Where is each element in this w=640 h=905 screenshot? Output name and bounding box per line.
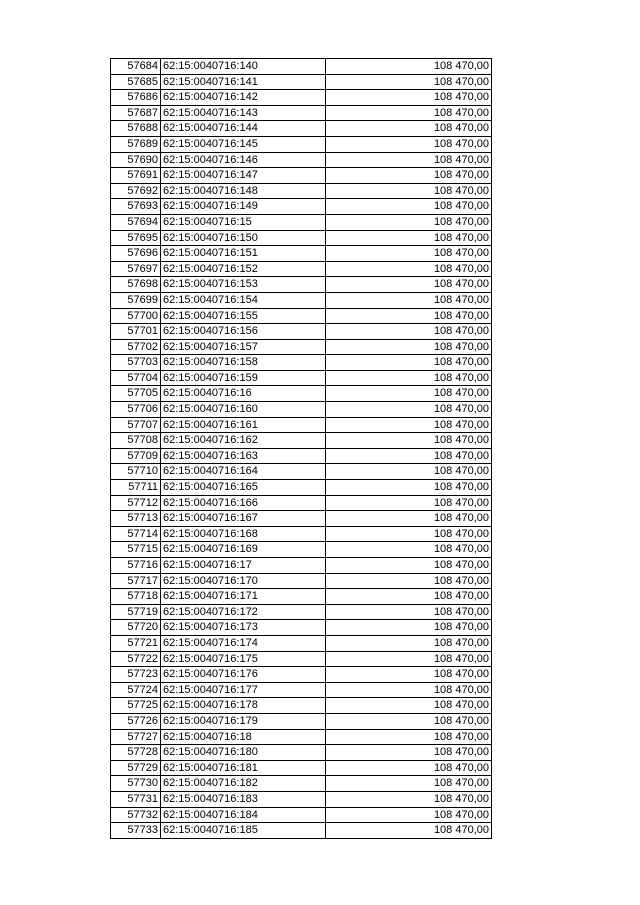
table-row <box>111 136 492 152</box>
cadastral-number-cell: 62:15:0040716:143 <box>161 105 326 121</box>
value-cell: 108 470,00 <box>326 417 492 433</box>
row-number-cell: 57715 <box>111 542 161 558</box>
value-cell: 108 470,00 <box>326 152 492 168</box>
value-cell: 108 470,00 <box>326 511 492 527</box>
row-number-cell: 57711 <box>111 480 161 496</box>
row-number-cell: 57727 <box>111 729 161 745</box>
value-cell: 108 470,00 <box>326 698 492 714</box>
value-cell: 108 470,00 <box>326 745 492 761</box>
value-cell: 108 470,00 <box>326 90 492 106</box>
table-row <box>111 760 492 776</box>
value-cell: 108 470,00 <box>326 230 492 246</box>
value-cell: 108 470,00 <box>326 667 492 683</box>
cadastral-number-cell: 62:15:0040716:180 <box>161 745 326 761</box>
value-cell: 108 470,00 <box>326 589 492 605</box>
value-cell: 108 470,00 <box>326 386 492 402</box>
table-row <box>111 246 492 262</box>
table-row <box>111 90 492 106</box>
row-number-cell: 57721 <box>111 635 161 651</box>
table-row <box>111 324 492 340</box>
cadastral-number-cell: 62:15:0040716:160 <box>161 402 326 418</box>
row-number-cell: 57700 <box>111 308 161 324</box>
table-row <box>111 651 492 667</box>
cadastral-number-cell: 62:15:0040716:149 <box>161 199 326 215</box>
table-row <box>111 589 492 605</box>
cadastral-number-cell: 62:15:0040716:140 <box>161 59 326 75</box>
value-cell: 108 470,00 <box>326 59 492 75</box>
row-number-cell: 57704 <box>111 370 161 386</box>
row-number-cell: 57716 <box>111 558 161 574</box>
table-row <box>111 776 492 792</box>
table-row <box>111 402 492 418</box>
row-number-cell: 57686 <box>111 90 161 106</box>
table-row <box>111 807 492 823</box>
row-number-cell: 57724 <box>111 682 161 698</box>
table-row <box>111 105 492 121</box>
row-number-cell: 57685 <box>111 74 161 90</box>
row-number-cell: 57722 <box>111 651 161 667</box>
value-cell: 108 470,00 <box>326 168 492 184</box>
cadastral-number-cell: 62:15:0040716:159 <box>161 370 326 386</box>
cadastral-value-table <box>110 58 492 839</box>
cadastral-number-cell: 62:15:0040716:181 <box>161 760 326 776</box>
table-row <box>111 152 492 168</box>
table-row <box>111 183 492 199</box>
cadastral-number-cell: 62:15:0040716:17 <box>161 558 326 574</box>
table-row <box>111 59 492 75</box>
value-cell: 108 470,00 <box>326 620 492 636</box>
value-cell: 108 470,00 <box>326 464 492 480</box>
row-number-cell: 57707 <box>111 417 161 433</box>
table-row <box>111 480 492 496</box>
cadastral-number-cell: 62:15:0040716:157 <box>161 339 326 355</box>
value-cell: 108 470,00 <box>326 370 492 386</box>
table-row <box>111 339 492 355</box>
row-number-cell: 57720 <box>111 620 161 636</box>
value-cell: 108 470,00 <box>326 807 492 823</box>
row-number-cell: 57697 <box>111 261 161 277</box>
row-number-cell: 57719 <box>111 604 161 620</box>
table-row <box>111 713 492 729</box>
table-row <box>111 573 492 589</box>
value-cell: 108 470,00 <box>326 791 492 807</box>
value-cell: 108 470,00 <box>326 292 492 308</box>
row-number-cell: 57688 <box>111 121 161 137</box>
cadastral-number-cell: 62:15:0040716:173 <box>161 620 326 636</box>
table-row <box>111 558 492 574</box>
value-cell: 108 470,00 <box>326 604 492 620</box>
table-row <box>111 261 492 277</box>
row-number-cell: 57698 <box>111 277 161 293</box>
row-number-cell: 57705 <box>111 386 161 402</box>
table-row <box>111 791 492 807</box>
table-row <box>111 604 492 620</box>
table-row <box>111 433 492 449</box>
table-row <box>111 355 492 371</box>
cadastral-number-cell: 62:15:0040716:169 <box>161 542 326 558</box>
value-cell: 108 470,00 <box>326 635 492 651</box>
row-number-cell: 57701 <box>111 324 161 340</box>
value-cell: 108 470,00 <box>326 558 492 574</box>
table-row <box>111 620 492 636</box>
table-row <box>111 542 492 558</box>
value-cell: 108 470,00 <box>326 74 492 90</box>
row-number-cell: 57728 <box>111 745 161 761</box>
value-cell: 108 470,00 <box>326 480 492 496</box>
value-cell: 108 470,00 <box>326 105 492 121</box>
value-cell: 108 470,00 <box>326 495 492 511</box>
value-cell: 108 470,00 <box>326 433 492 449</box>
value-cell: 108 470,00 <box>326 651 492 667</box>
row-number-cell: 57733 <box>111 823 161 839</box>
row-number-cell: 57694 <box>111 214 161 230</box>
cadastral-number-cell: 62:15:0040716:150 <box>161 230 326 246</box>
table-row <box>111 511 492 527</box>
table-row <box>111 729 492 745</box>
table-row <box>111 370 492 386</box>
row-number-cell: 57703 <box>111 355 161 371</box>
row-number-cell: 57723 <box>111 667 161 683</box>
row-number-cell: 57689 <box>111 136 161 152</box>
row-number-cell: 57692 <box>111 183 161 199</box>
cadastral-number-cell: 62:15:0040716:156 <box>161 324 326 340</box>
value-cell: 108 470,00 <box>326 402 492 418</box>
row-number-cell: 57684 <box>111 59 161 75</box>
row-number-cell: 57710 <box>111 464 161 480</box>
table-row <box>111 745 492 761</box>
value-cell: 108 470,00 <box>326 136 492 152</box>
value-cell: 108 470,00 <box>326 776 492 792</box>
row-number-cell: 57695 <box>111 230 161 246</box>
cadastral-number-cell: 62:15:0040716:175 <box>161 651 326 667</box>
value-cell: 108 470,00 <box>326 682 492 698</box>
cadastral-number-cell: 62:15:0040716:163 <box>161 448 326 464</box>
cadastral-number-cell: 62:15:0040716:154 <box>161 292 326 308</box>
table-row <box>111 682 492 698</box>
table-row <box>111 168 492 184</box>
cadastral-number-cell: 62:15:0040716:16 <box>161 386 326 402</box>
table-row <box>111 74 492 90</box>
value-cell: 108 470,00 <box>326 542 492 558</box>
table-row <box>111 448 492 464</box>
cadastral-number-cell: 62:15:0040716:155 <box>161 308 326 324</box>
cadastral-number-cell: 62:15:0040716:166 <box>161 495 326 511</box>
cadastral-number-cell: 62:15:0040716:153 <box>161 277 326 293</box>
cadastral-number-cell: 62:15:0040716:172 <box>161 604 326 620</box>
table-row <box>111 292 492 308</box>
value-cell: 108 470,00 <box>326 324 492 340</box>
document-page <box>110 58 491 839</box>
value-cell: 108 470,00 <box>326 199 492 215</box>
cadastral-number-cell: 62:15:0040716:171 <box>161 589 326 605</box>
cadastral-number-cell: 62:15:0040716:168 <box>161 526 326 542</box>
cadastral-number-cell: 62:15:0040716:15 <box>161 214 326 230</box>
table-row <box>111 495 492 511</box>
row-number-cell: 57702 <box>111 339 161 355</box>
table-row <box>111 667 492 683</box>
row-number-cell: 57718 <box>111 589 161 605</box>
cadastral-number-cell: 62:15:0040716:147 <box>161 168 326 184</box>
row-number-cell: 57725 <box>111 698 161 714</box>
cadastral-number-cell: 62:15:0040716:141 <box>161 74 326 90</box>
table-row <box>111 823 492 839</box>
value-cell: 108 470,00 <box>326 183 492 199</box>
cadastral-number-cell: 62:15:0040716:145 <box>161 136 326 152</box>
cadastral-number-cell: 62:15:0040716:161 <box>161 417 326 433</box>
cadastral-number-cell: 62:15:0040716:165 <box>161 480 326 496</box>
value-cell: 108 470,00 <box>326 355 492 371</box>
row-number-cell: 57731 <box>111 791 161 807</box>
value-cell: 108 470,00 <box>326 448 492 464</box>
row-number-cell: 57687 <box>111 105 161 121</box>
row-number-cell: 57709 <box>111 448 161 464</box>
cadastral-number-cell: 62:15:0040716:174 <box>161 635 326 651</box>
cadastral-number-cell: 62:15:0040716:183 <box>161 791 326 807</box>
cadastral-number-cell: 62:15:0040716:179 <box>161 713 326 729</box>
value-cell: 108 470,00 <box>326 308 492 324</box>
table-row <box>111 464 492 480</box>
row-number-cell: 57714 <box>111 526 161 542</box>
cadastral-number-cell: 62:15:0040716:164 <box>161 464 326 480</box>
cadastral-number-cell: 62:15:0040716:178 <box>161 698 326 714</box>
value-cell: 108 470,00 <box>326 823 492 839</box>
cadastral-number-cell: 62:15:0040716:142 <box>161 90 326 106</box>
value-cell: 108 470,00 <box>326 573 492 589</box>
row-number-cell: 57730 <box>111 776 161 792</box>
table-row <box>111 635 492 651</box>
row-number-cell: 57712 <box>111 495 161 511</box>
value-cell: 108 470,00 <box>326 760 492 776</box>
table-row <box>111 308 492 324</box>
row-number-cell: 57706 <box>111 402 161 418</box>
table-row <box>111 386 492 402</box>
cadastral-number-cell: 62:15:0040716:167 <box>161 511 326 527</box>
table-row <box>111 277 492 293</box>
table-row <box>111 214 492 230</box>
table-body <box>111 59 492 839</box>
row-number-cell: 57699 <box>111 292 161 308</box>
cadastral-number-cell: 62:15:0040716:176 <box>161 667 326 683</box>
table-row <box>111 526 492 542</box>
cadastral-number-cell: 62:15:0040716:182 <box>161 776 326 792</box>
value-cell: 108 470,00 <box>326 246 492 262</box>
value-cell: 108 470,00 <box>326 713 492 729</box>
cadastral-number-cell: 62:15:0040716:158 <box>161 355 326 371</box>
cadastral-number-cell: 62:15:0040716:152 <box>161 261 326 277</box>
row-number-cell: 57693 <box>111 199 161 215</box>
row-number-cell: 57717 <box>111 573 161 589</box>
table-row <box>111 698 492 714</box>
row-number-cell: 57708 <box>111 433 161 449</box>
cadastral-number-cell: 62:15:0040716:146 <box>161 152 326 168</box>
cadastral-number-cell: 62:15:0040716:177 <box>161 682 326 698</box>
value-cell: 108 470,00 <box>326 214 492 230</box>
row-number-cell: 57713 <box>111 511 161 527</box>
value-cell: 108 470,00 <box>326 121 492 137</box>
row-number-cell: 57691 <box>111 168 161 184</box>
table-row <box>111 417 492 433</box>
cadastral-number-cell: 62:15:0040716:185 <box>161 823 326 839</box>
row-number-cell: 57729 <box>111 760 161 776</box>
row-number-cell: 57732 <box>111 807 161 823</box>
cadastral-number-cell: 62:15:0040716:148 <box>161 183 326 199</box>
value-cell: 108 470,00 <box>326 339 492 355</box>
cadastral-number-cell: 62:15:0040716:162 <box>161 433 326 449</box>
cadastral-number-cell: 62:15:0040716:18 <box>161 729 326 745</box>
value-cell: 108 470,00 <box>326 277 492 293</box>
table-row <box>111 230 492 246</box>
value-cell: 108 470,00 <box>326 729 492 745</box>
row-number-cell: 57696 <box>111 246 161 262</box>
cadastral-number-cell: 62:15:0040716:184 <box>161 807 326 823</box>
cadastral-number-cell: 62:15:0040716:170 <box>161 573 326 589</box>
row-number-cell: 57690 <box>111 152 161 168</box>
cadastral-number-cell: 62:15:0040716:151 <box>161 246 326 262</box>
value-cell: 108 470,00 <box>326 261 492 277</box>
row-number-cell: 57726 <box>111 713 161 729</box>
table-row <box>111 121 492 137</box>
cadastral-number-cell: 62:15:0040716:144 <box>161 121 326 137</box>
value-cell: 108 470,00 <box>326 526 492 542</box>
table-row <box>111 199 492 215</box>
